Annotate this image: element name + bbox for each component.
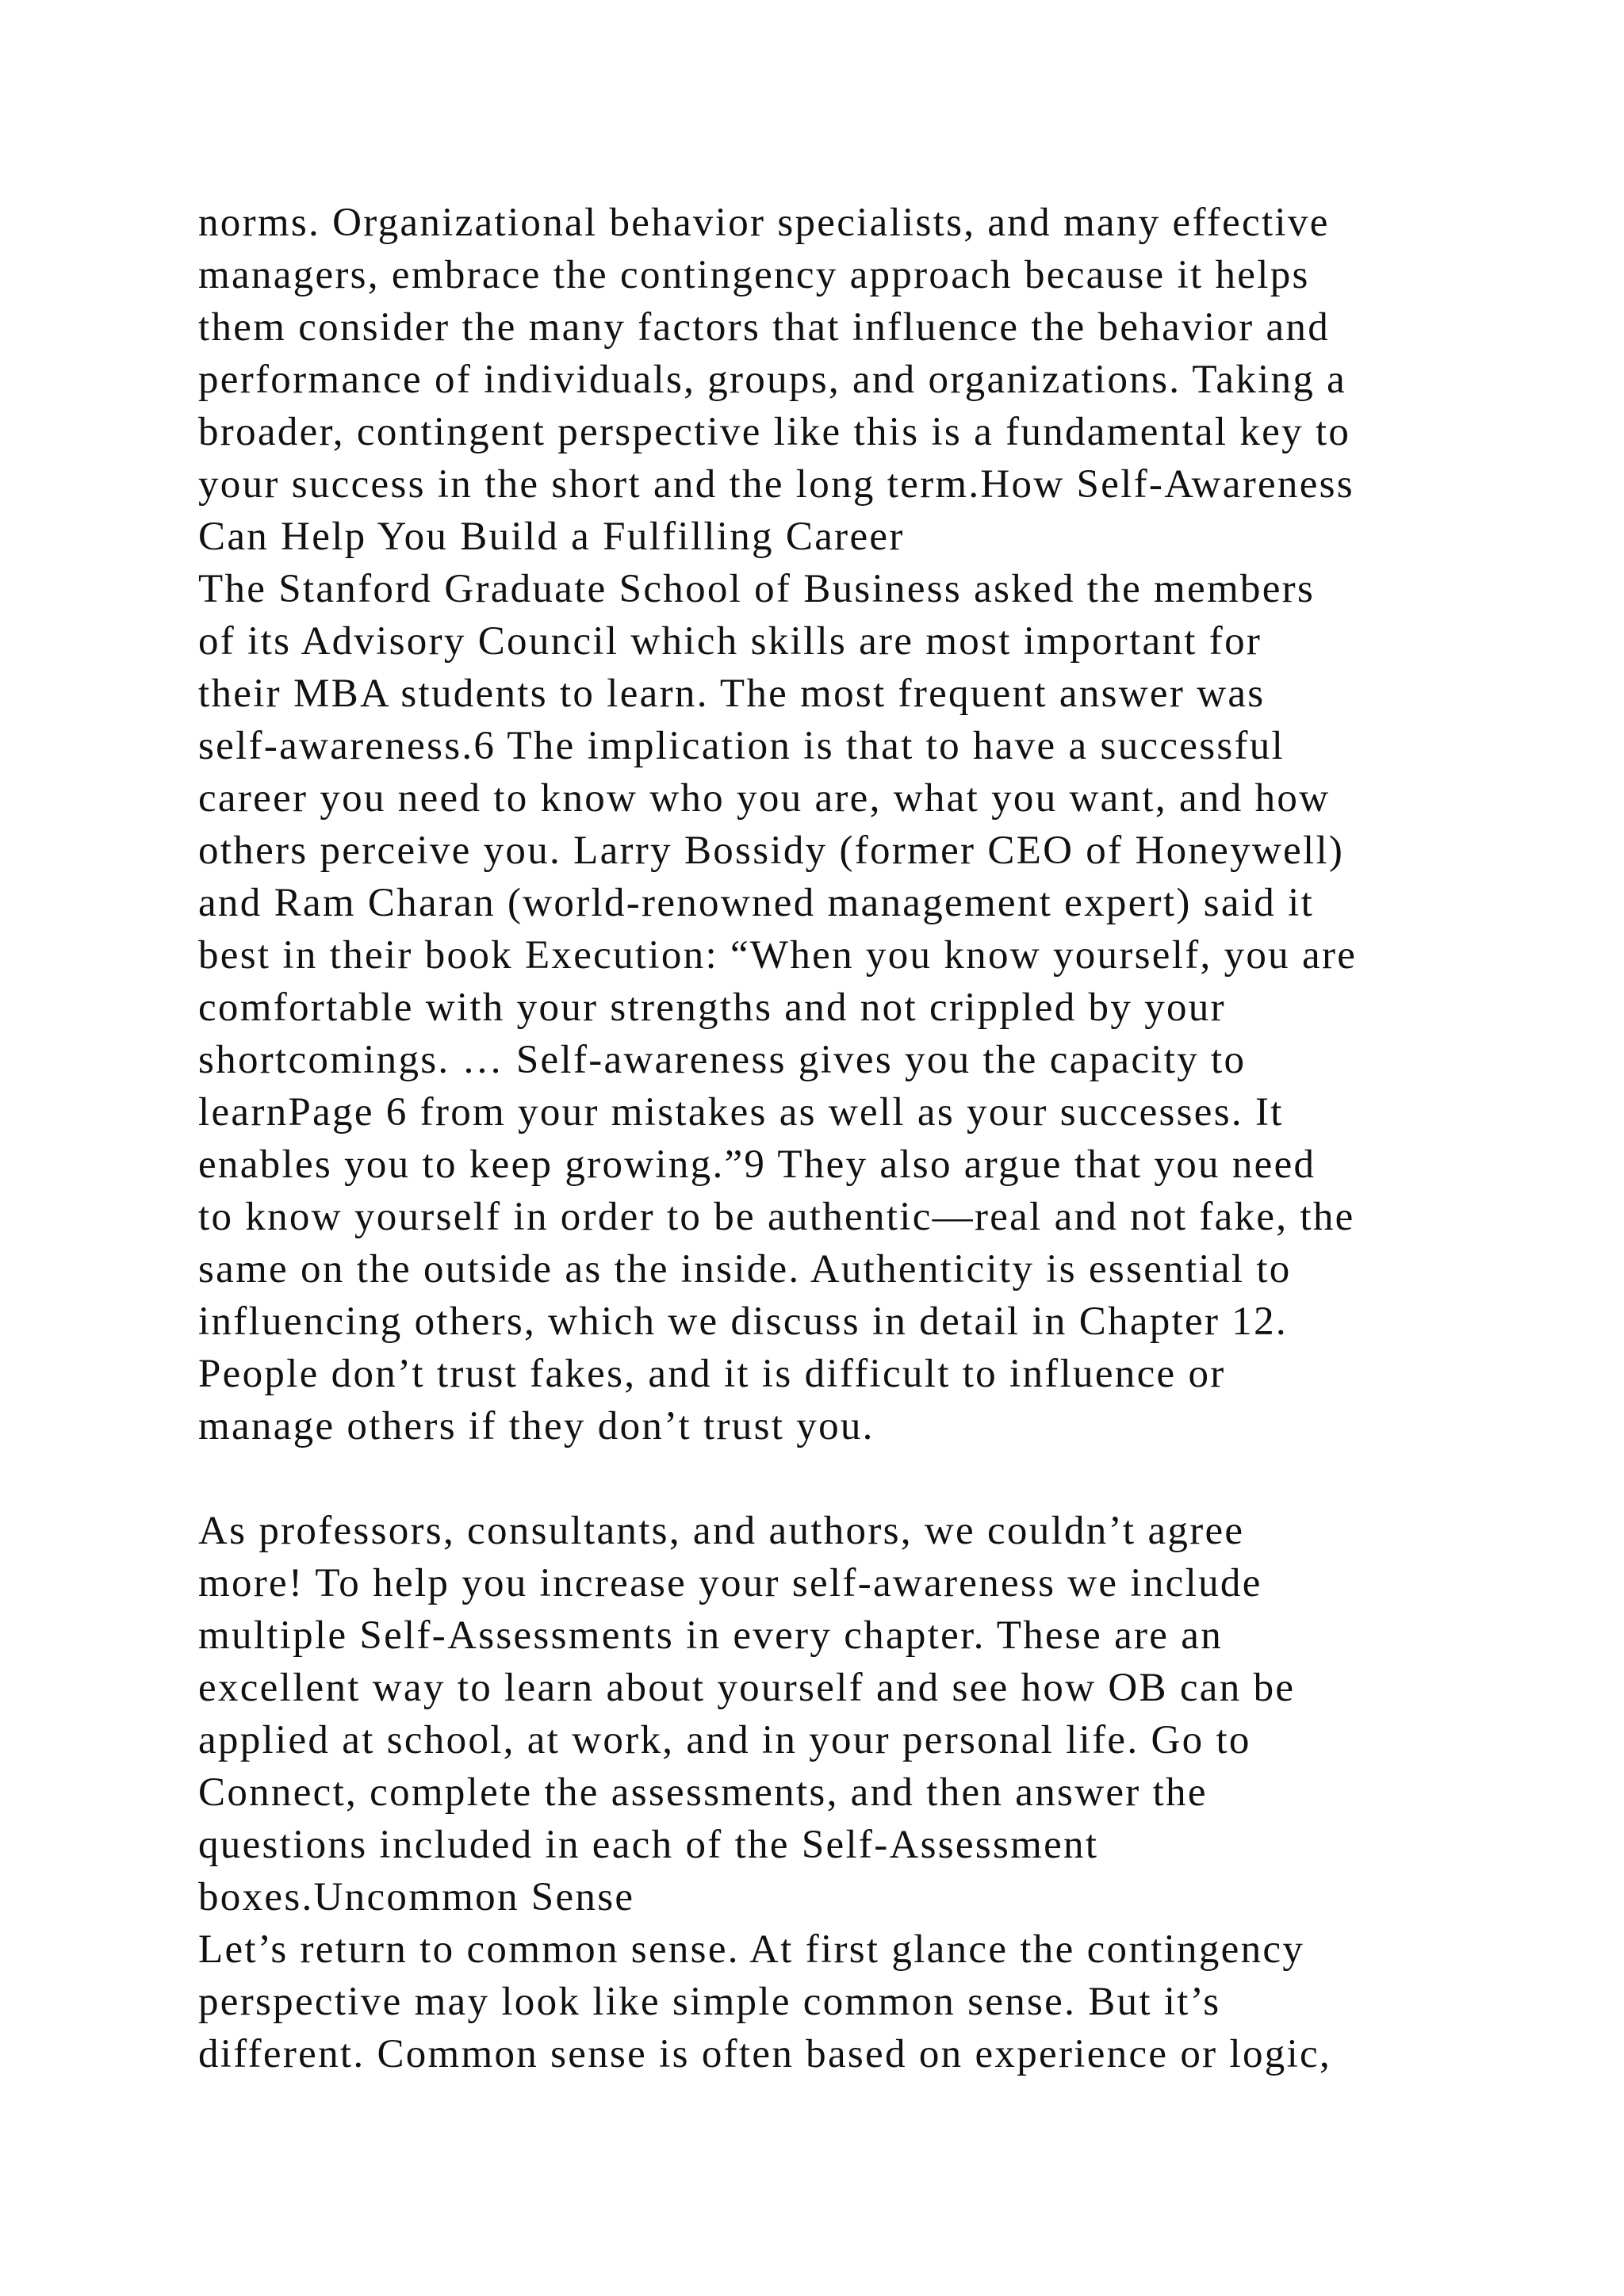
text-line: broader, contingent perspective like this is a fundamental key to xyxy=(198,410,1351,454)
text-line: applied at school, at work, and in your personal life. Go to xyxy=(198,1718,1251,1762)
text-line: them consider the many factors that influence the behavior and xyxy=(198,305,1331,350)
text-line: others perceive you. Larry Bossidy (former CEO of Honeywell) xyxy=(198,828,1345,873)
text-line: career you need to know who you are, what you want, and how xyxy=(198,776,1331,821)
paragraph-gap xyxy=(198,1452,1530,1505)
text-line: self-awareness.6 The implication is that to have a successful xyxy=(198,724,1285,768)
body-text xyxy=(198,197,1530,2080)
text-line: enables you to keep growing.”9 They also argue that you need xyxy=(198,1142,1316,1187)
text-line: different. Common sense is often based on experience or logic, xyxy=(198,2032,1332,2076)
text-line: comfortable with your strengths and not crippled by your xyxy=(198,985,1226,1030)
text-line: performance of individuals, groups, and organizations. Taking a xyxy=(198,358,1347,402)
text-line: and Ram Charan (world-renowned management expert) said it xyxy=(198,881,1315,925)
text-line: People don’t trust fakes, and it is difficult to influence or xyxy=(198,1352,1226,1396)
text-line: your success in the short and the long term.How Self-Awareness xyxy=(198,462,1354,507)
text-line: As professors, consultants, and authors, we couldn’t agree xyxy=(198,1509,1245,1553)
text-line: boxes.Uncommon Sense xyxy=(198,1875,635,1919)
text-line: perspective may look like simple common sense. But it’s xyxy=(198,1980,1221,2024)
text-line: learnPage 6 from your mistakes as well as your successes. It xyxy=(198,1090,1284,1135)
text-line: manage others if they don’t trust you. xyxy=(198,1404,875,1448)
text-line: Let’s return to common sense. At first glance the contingency xyxy=(198,1927,1305,1972)
text-line: best in their book Execution: “When you know yourself, you are xyxy=(198,933,1358,978)
text-line: shortcomings. … Self-awareness gives you the capacity to xyxy=(198,1038,1247,1082)
text-line: The Stanford Graduate School of Business asked the members xyxy=(198,567,1316,611)
text-line: managers, embrace the contingency approach because it helps xyxy=(198,253,1310,297)
text-line: more! To help you increase your self-awareness we include xyxy=(198,1561,1262,1605)
text-line: excellent way to learn about yourself and see how OB can be xyxy=(198,1666,1296,1710)
text-line: of its Advisory Council which skills are most important for xyxy=(198,619,1262,664)
text-line: norms. Organizational behavior specialists, and many effective xyxy=(198,201,1330,245)
text-line: questions included in each of the Self-Assessment xyxy=(198,1823,1099,1867)
text-line: Connect, complete the assessments, and then answer the xyxy=(198,1770,1208,1815)
text-line: Can Help You Build a Fulfilling Career xyxy=(198,515,905,559)
text-line: to know yourself in order to be authentic—real and not fake, the xyxy=(198,1195,1355,1239)
text-line: multiple Self-Assessments in every chapter. These are an xyxy=(198,1613,1224,1658)
text-line: influencing others, which we discuss in detail in Chapter 12. xyxy=(198,1299,1288,1344)
text-line: same on the outside as the inside. Authenticity is essential to xyxy=(198,1247,1292,1292)
text-line: their MBA students to learn. The most frequent answer was xyxy=(198,672,1266,716)
